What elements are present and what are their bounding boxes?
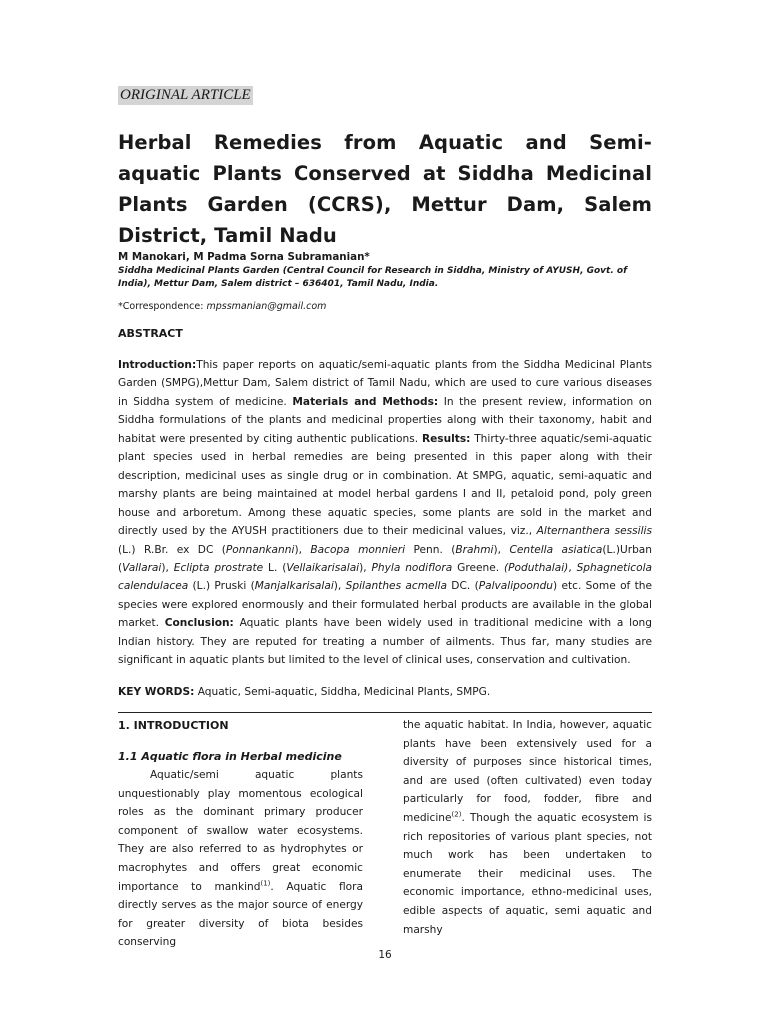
right-column-paragraph [403,716,652,939]
species-name: Eclipta prostrate [173,561,264,574]
abstract-text: ), [359,561,372,574]
vernacular-name: Ponnankanni [225,543,295,556]
species-name: Phyla nodiflora [371,561,453,574]
correspondence-label: *Correspondence: [118,301,207,312]
author-list: M Manokari, M Padma Sorna Subramanian* [118,251,370,263]
abstract-body [118,356,652,670]
paragraph-text: . Though the aquatic ecosystem is rich repositories of various plant species, not much work has been undertaken to enumerate their medicinal uses. The economic importance, ethno-medicinal uses, edible aspects of aquatic, semi aquatic and marshy [403,811,652,936]
abstract-text: Greene. [452,561,504,574]
abstract-text: ), [493,543,510,556]
left-column [118,716,363,952]
abstract-methods-label: Materials and Methods: [292,395,439,408]
correspondence-line [118,301,326,312]
abstract-text: ), [294,543,311,556]
abstract-intro-label: Introduction: [118,359,197,371]
abstract-heading: ABSTRACT [118,327,183,340]
right-column [403,716,652,939]
abstract-text: (L.) R.Br. ex DC ( [118,543,226,556]
abstract-text: L. ( [263,561,287,574]
article-title: Herbal Remedies from Aquatic and Semi-aquatic Plants Conserved at Siddha Medicinal Plants Garden (CCRS), Mettur Dam, Salem District, Tamil Nadu [118,131,652,247]
abstract-conclusion-text: Aquatic plants have been widely used in traditional medicine with a long Indian history. They are reputed for treating a number of ailments. Thus far, many studies are significant in aquatic plants but limited to the level of clinical uses, conservation and cultivation. [118,617,652,667]
keywords-line [118,686,652,698]
subsection-heading: 1.1 Aquatic flora in Herbal medicine [118,750,342,763]
vernacular-name: Palvalipoondu [478,580,554,593]
article-type-label: ORIGINAL ARTICLE [120,87,251,103]
species-name: Centella asiatica [509,543,603,556]
species-name: Bacopa monnieri [310,543,406,556]
paragraph-text: the aquatic habitat. In India, however, aquatic plants have been extensively used for a diversity of purposes since historical times, and are used (often cultivated) even today particularly for food, fodder, fibre and medicine [403,719,652,824]
vernacular-name: Brahmi [455,543,494,556]
abstract-text: Penn. ( [405,543,456,556]
paragraph-text: Aquatic/semi aquatic plants unquestionably play momentous ecological roles as the dominant primary producer component of swallow water ecosystems. They are also referred to as hydrophytes or macrophytes and offers great economic importance to mankind [118,769,363,893]
species-name: Sphagneticola calendulacea [118,561,653,593]
abstract-methods-text: In the present review, information on Siddha formulations of the plants and medicinal properties along with their taxonomy, habit and habitat were presented by citing authentic publications. [118,395,652,445]
abstract-results-text: Thirty-three aquatic/semi-aquatic plant species used in herbal remedies are being presented in this paper along with their description, medicinal uses as single drug or in combination. At SMPG, aquatic, semi-aquatic and marshy plants are being maintained at model herbal gardens I and II, petaloid pond, poly green house and arboretum. Among these aquatic species, some plants are sold in the market and directly used by the AYUSH practitioners due to their medicinal values, viz., [118,432,652,538]
abstract-intro-text: This paper reports on aquatic/semi-aquatic plants from the Siddha Medicinal Plants Garden (SMPG),Mettur Dam, Salem district of Tamil Nadu, which are used to cure various diseases in Siddha system of medicine. [118,359,652,408]
paragraph-text: . Aquatic flora directly serves as the major source of energy for greater diversity of biota besides conserving [118,880,363,949]
author-affiliation: Siddha Medicinal Plants Garden (Central Council for Research in Siddha, Ministry of AYUSH, Govt. of India), Mettur Dam, Salem district – 636401, Tamil Nadu, India. [118,266,628,289]
abstract-text: , [568,561,577,574]
abstract-text: ) etc. Some of the species were explored enormously and their formulated herbal products are available in the global market. [118,580,652,630]
left-column-paragraph [118,766,363,952]
keywords-label: KEY WORDS: [118,686,195,698]
abstract-conclusion-label: Conclusion: [164,617,234,630]
vernacular-name: Manjalkarisalai [254,580,334,593]
abstract-text: ), [161,561,174,574]
section-divider [118,712,652,713]
species-name: Alternanthera sessilis [536,525,652,538]
introduction-heading: 1. INTRODUCTION [118,719,229,732]
citation-ref: (2) [451,810,462,819]
page-number: 16 [378,949,392,961]
citation-ref: (1) [260,879,271,888]
abstract-results-label: Results: [421,432,471,445]
abstract-text: DC. ( [446,580,479,593]
keywords-text: Aquatic, Semi-aquatic, Siddha, Medicinal Plants, SMPG. [194,686,491,698]
species-name: Spilanthes acmella [345,580,447,593]
correspondence-email[interactable]: mpssmanian@gmail.com [206,301,327,312]
vernacular-name: Vellaikarisalai [286,561,360,574]
abstract-text: ), [333,580,346,593]
vernacular-name: Vallarai [122,561,162,574]
vernacular-name: (Poduthalai) [503,561,569,574]
abstract-text: (L.)Urban ( [118,543,652,574]
abstract-text: (L.) Pruski ( [188,580,255,593]
